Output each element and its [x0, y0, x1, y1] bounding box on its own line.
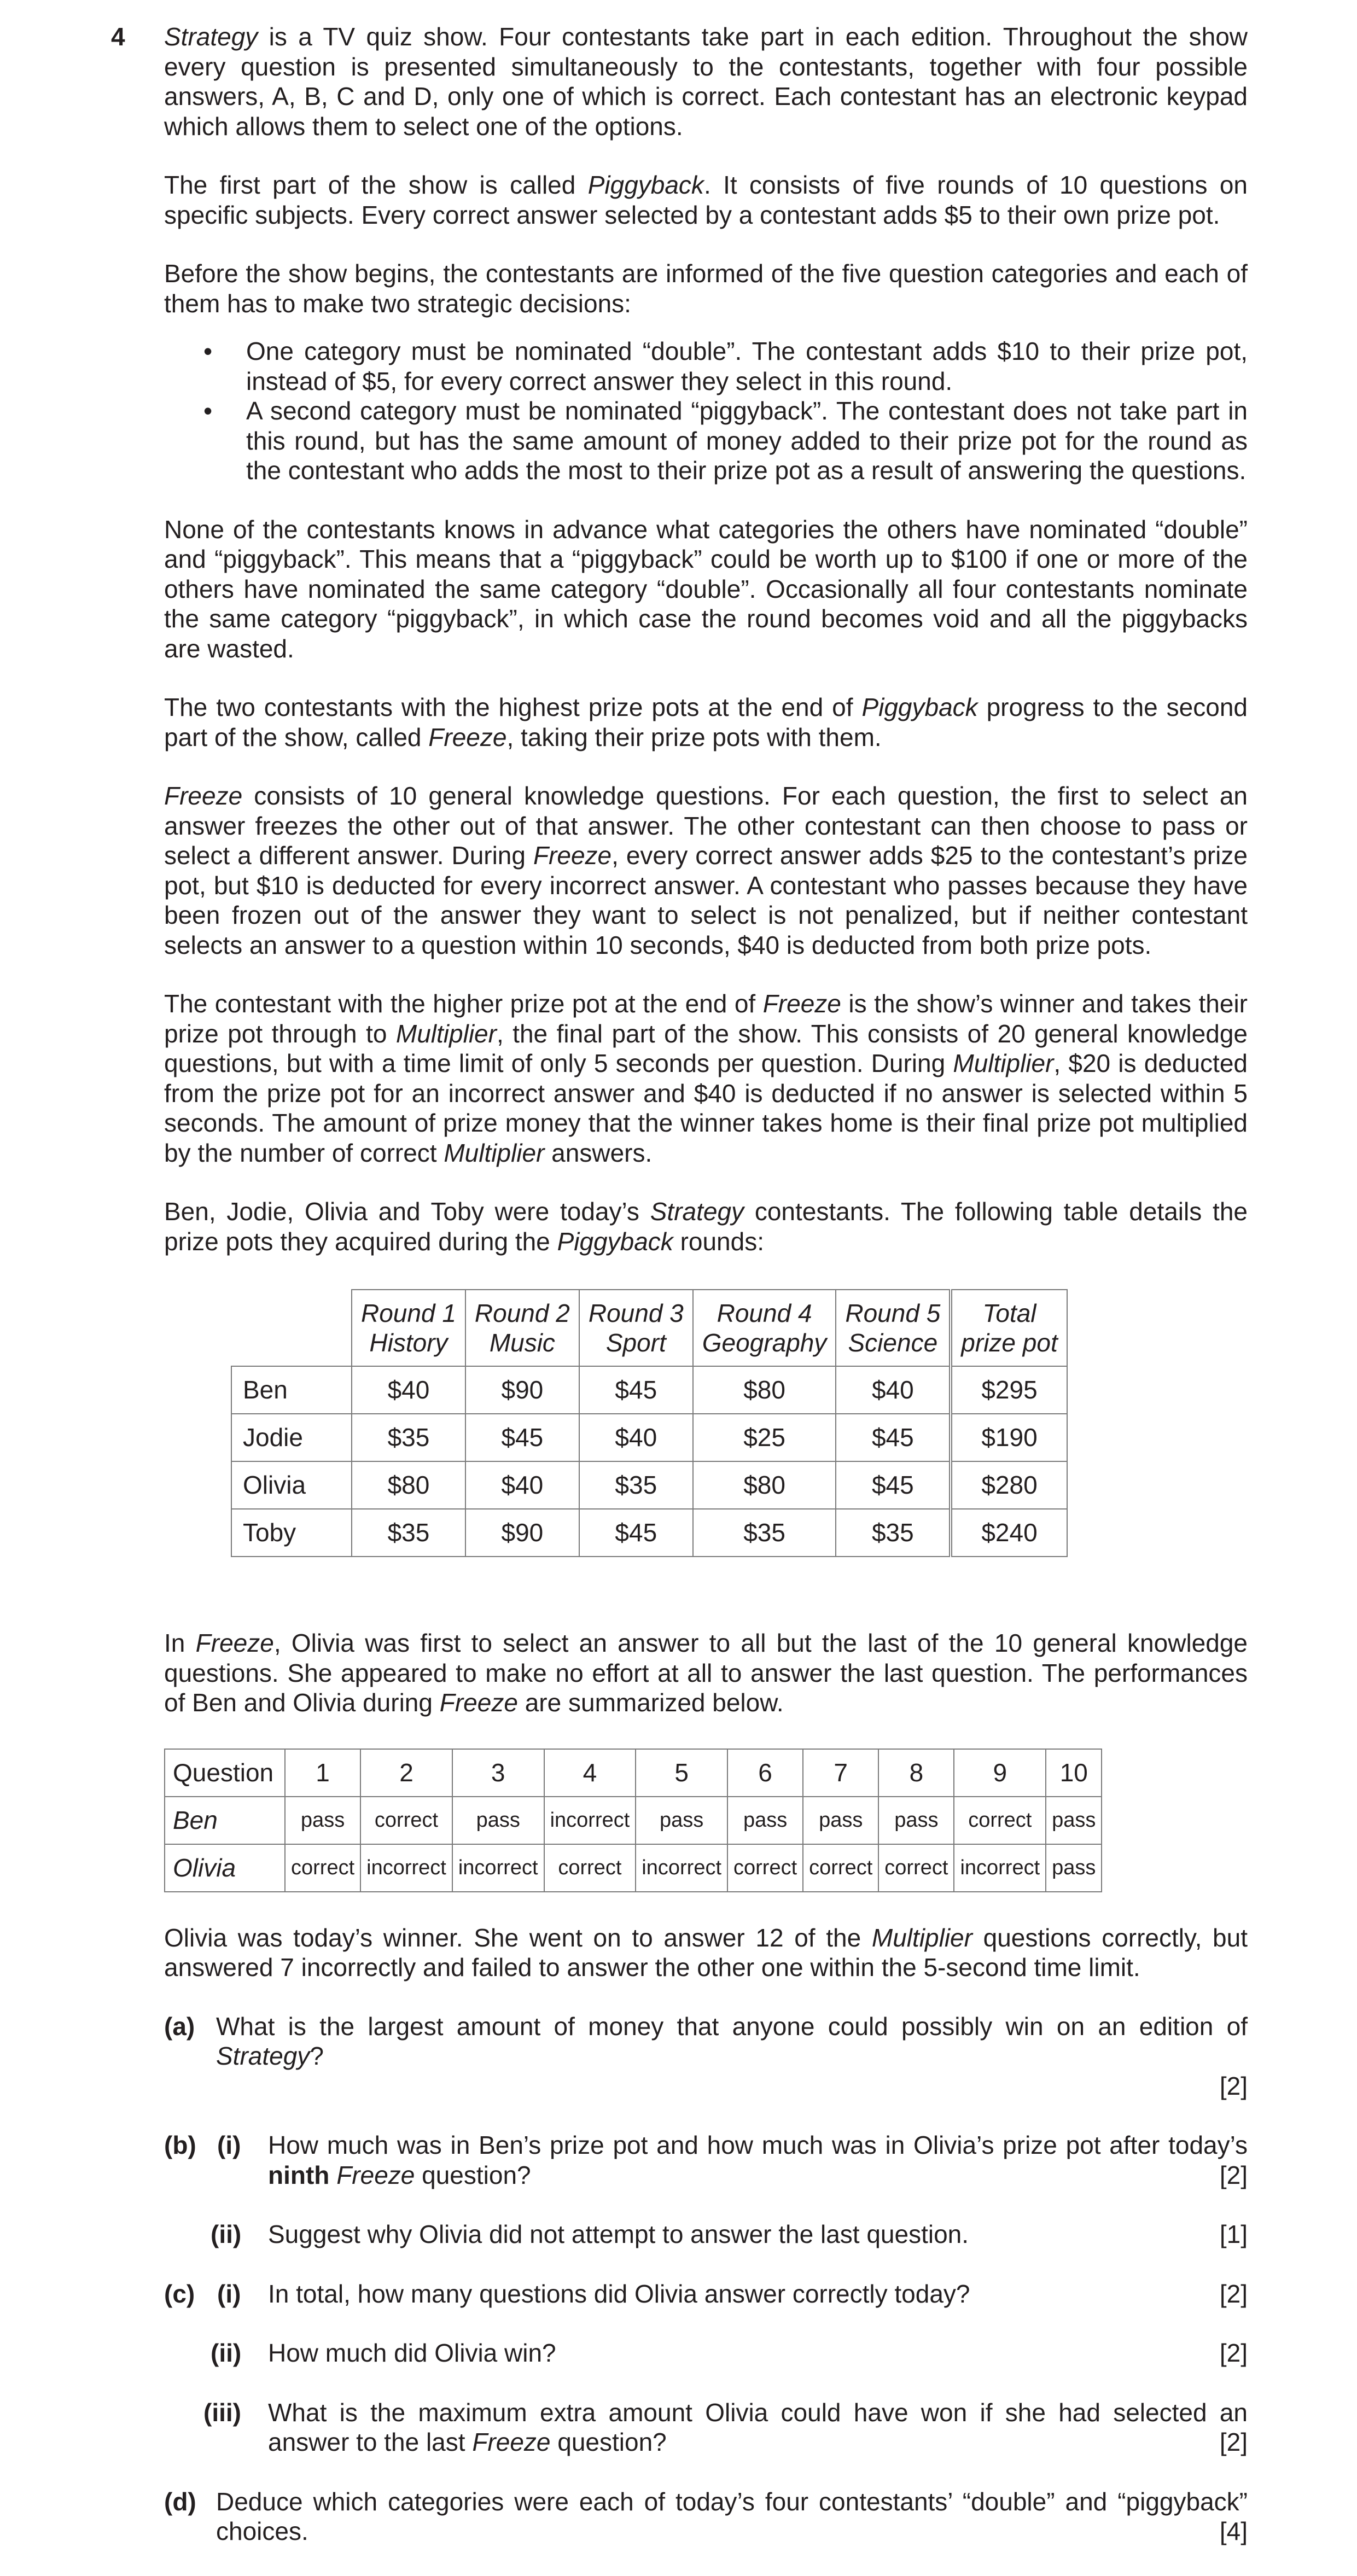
table-row: [231, 1509, 1067, 1557]
emphasis: Freeze: [164, 782, 243, 810]
table-cell: incorrect: [636, 1844, 727, 1892]
text-span: , $20 is deducted from the prize pot for an incorrect answer and $40 is deducted if no answer is selected within 5 seconds. The amount of prize money that the winner takes home is their final prize pot multiplied by the number of correct: [164, 1049, 1248, 1167]
total-cell: $240: [951, 1509, 1067, 1557]
part-label: (d): [164, 2487, 196, 2516]
multiplier-paragraph: [164, 1923, 1248, 1983]
part-text: [268, 2398, 1248, 2457]
table-cell: $45: [465, 1414, 579, 1461]
part-text: [268, 2130, 1248, 2190]
emphasis: Freeze: [195, 1629, 274, 1657]
text-span: . It consists of five rounds of 10 questions on specific subjects. Every correct answer selected by a contestant adds $5 to their own prize pot.: [164, 171, 1248, 229]
text-span: Olivia was today’s winner. She went on to answer 12 of the: [164, 1923, 872, 1952]
text-span: What is the largest amount of money that anyone could possibly win on an edition of: [216, 2012, 1248, 2041]
intro-paragraph-2: [164, 170, 1248, 230]
header-round-3: [579, 1290, 693, 1366]
text-span: is a TV quiz show. Four contestants take part in each edition. Throughout the show every question is presented simultaneously to the contestants, together with four possible answers, A, B, C and D, only one of which is correct. Each contestant has an electronic keypad which allows them to select one of the options.: [164, 22, 1248, 141]
intro-paragraph-8: [164, 1197, 1248, 1256]
question-number-cell: 5: [636, 1749, 727, 1797]
text-span: How much did Olivia win?: [268, 2339, 556, 2367]
emphasis: ninth: [268, 2160, 330, 2189]
subpart-label: (iii): [203, 2398, 241, 2427]
table-cell: pass: [878, 1797, 954, 1844]
table-cell: pass: [452, 1797, 544, 1844]
contestant-name: Olivia: [231, 1461, 352, 1509]
text-span: The contestant with the higher prize pot at the end of: [164, 989, 763, 1018]
marks: [2]: [1219, 2279, 1248, 2308]
text-span: contestants. The following table details the prize pots they acquired during the: [164, 1197, 1248, 1256]
text-span: In total, how many questions did Olivia answer correctly today?: [268, 2279, 970, 2308]
list-item: [164, 336, 1248, 396]
table-cell: $40: [465, 1461, 579, 1509]
header-line: Music: [489, 1328, 555, 1357]
table-cell: $80: [693, 1461, 836, 1509]
intro-paragraph-5: [164, 692, 1248, 752]
emphasis: Multiplier: [395, 1019, 497, 1048]
total-cell: $295: [951, 1366, 1067, 1414]
question-number-cell: 2: [360, 1749, 452, 1797]
table-cell: $45: [579, 1509, 693, 1557]
part-b-ii: [164, 2219, 1248, 2249]
table-cell: $35: [579, 1461, 693, 1509]
table-cell: pass: [285, 1797, 360, 1844]
text-span: questions correctly, but answered 7 incorrectly and failed to answer the other one within the 5-second time limit.: [164, 1923, 1248, 1981]
question-number-cell: 1: [285, 1749, 360, 1797]
subpart-label: (i): [217, 2131, 241, 2159]
emphasis: Freeze: [428, 722, 507, 751]
text-span: Suggest why Olivia did not attempt to answer the last question.: [268, 2220, 969, 2248]
header-line: Science: [848, 1328, 938, 1357]
contestant-name: Ben: [165, 1797, 285, 1844]
header-line: prize pot: [961, 1328, 1058, 1357]
total-cell: $280: [951, 1461, 1067, 1509]
header-round-1: [352, 1290, 465, 1366]
freeze-performance-table: [164, 1749, 1102, 1892]
header-line: History: [369, 1328, 448, 1357]
bullet-icon: •: [203, 397, 213, 425]
text-span: consists of 10 general knowledge questions. For each question, the first to select an answer freezes the other out of that answer. The other contestant can then choose to pass or select a different answer. During: [164, 782, 1248, 870]
table-row: [165, 1797, 1102, 1844]
table-cell: pass: [1046, 1797, 1102, 1844]
freeze-paragraph: [164, 1628, 1248, 1718]
text-span: [329, 2161, 336, 2189]
show-title: Strategy: [164, 22, 258, 51]
table-cell: correct: [727, 1844, 803, 1892]
text-span: A second category must be nominated “piggyback”. The contestant does not take part in this round, but has the same amount of money added to their prize pot for the round as the contestant who adds the most to their prize pot as a result of answering the questions.: [246, 397, 1248, 485]
table-cell: pass: [1046, 1844, 1102, 1892]
marks: [2]: [1219, 2160, 1248, 2189]
table-cell: $45: [836, 1461, 951, 1509]
header-line: Round 1: [361, 1299, 456, 1327]
intro-paragraph-4: None of the contestants knows in advance what categories the others have nominated “double” and “piggyback”. This means that a “piggyback” could be worth up to $100 if one or more of the others have nominated the same category “double”. Occasionally all four contestants nominate the same category “piggyback”, in which case the round becomes void and all the piggybacks are wasted.: [164, 515, 1248, 663]
table-cell: correct: [285, 1844, 360, 1892]
table-cell: pass: [803, 1797, 878, 1844]
part-c-i: [164, 2279, 1248, 2309]
marks: [2]: [1219, 2071, 1248, 2100]
header-line: Sport: [605, 1328, 666, 1357]
subpart-label: (i): [217, 2279, 241, 2308]
question-number-cell: 4: [544, 1749, 636, 1797]
text-span: The two contestants with the highest prize pots at the end of: [164, 693, 862, 721]
emphasis: Piggyback: [861, 693, 978, 721]
header-round-5: [836, 1290, 951, 1366]
table-cell: $80: [352, 1461, 465, 1509]
contestant-name: Ben: [231, 1366, 352, 1414]
header-line: Round 5: [845, 1299, 941, 1327]
table-row: [231, 1414, 1067, 1461]
text-span: Deduce which categories were each of today’s four contestants’ “double” and “piggyback” choices.: [216, 2487, 1248, 2545]
part-text: [216, 2012, 1248, 2071]
bullet-icon: •: [203, 337, 213, 365]
emphasis: Freeze: [762, 989, 841, 1018]
emphasis: Piggyback: [557, 1227, 673, 1256]
table-cell: incorrect: [544, 1797, 636, 1844]
question-number-cell: 3: [452, 1749, 544, 1797]
text-span: answers.: [544, 1138, 653, 1167]
text-span: One category must be nominated “double”. The contestant adds $10 to their prize pot, instead of $5, for every correct answer they select in this round.: [246, 337, 1248, 395]
table-cell: correct: [544, 1844, 636, 1892]
text-span: Ben, Jodie, Olivia and Toby were today’s: [164, 1197, 650, 1226]
table-cell: $45: [836, 1414, 951, 1461]
header-round-4: [693, 1290, 836, 1366]
text-span: The first part of the show is called: [164, 171, 588, 199]
question-number-cell: 6: [727, 1749, 803, 1797]
table-row: [165, 1844, 1102, 1892]
part-text: [216, 2487, 1248, 2546]
table-cell: $80: [693, 1366, 836, 1414]
part-label: (b): [164, 2131, 196, 2159]
emphasis: Multiplier: [953, 1049, 1054, 1077]
text-span: , the final part of the show. This consists of 20 general knowledge questions, but with a time limit of only 5 seconds per question. During: [164, 1019, 1248, 1077]
contestant-name: Olivia: [165, 1844, 285, 1892]
table-cell: $35: [693, 1509, 836, 1557]
emphasis: Multiplier: [444, 1138, 545, 1167]
contestant-name: Jodie: [231, 1414, 352, 1461]
marks: [2]: [1219, 2428, 1248, 2456]
question-number-cell: 10: [1046, 1749, 1102, 1797]
table-cell: $90: [465, 1509, 579, 1557]
text-span: How much was in Ben’s prize pot and how much was in Olivia’s prize pot after today’s: [268, 2131, 1248, 2159]
table-cell: pass: [636, 1797, 727, 1844]
text-span: question?: [415, 2160, 531, 2189]
marks: [1]: [1219, 2220, 1248, 2248]
intro-paragraph-1: [164, 22, 1248, 141]
text-span: rounds:: [673, 1227, 765, 1256]
part-c-ii: [164, 2338, 1248, 2368]
text-span: is the show’s winner and takes their prize pot through to: [164, 989, 1248, 1048]
table-cell: pass: [727, 1797, 803, 1844]
text-span: , taking their prize pots with them.: [506, 722, 882, 751]
emphasis: Freeze: [439, 1688, 518, 1717]
header-line: Total: [982, 1299, 1036, 1327]
table-cell: incorrect: [452, 1844, 544, 1892]
table-cell: incorrect: [360, 1844, 452, 1892]
header-round-2: [465, 1290, 579, 1366]
table-cell: $25: [693, 1414, 836, 1461]
header-line: Round 3: [588, 1299, 684, 1327]
part-d: [164, 2487, 1248, 2546]
table-cell: $35: [836, 1509, 951, 1557]
table-cell: $40: [836, 1366, 951, 1414]
total-cell: $190: [951, 1414, 1067, 1461]
table-cell: $35: [352, 1509, 465, 1557]
piggyback-prize-table: [231, 1289, 1068, 1557]
header-blank-cell: [231, 1290, 352, 1366]
part-a: [164, 2012, 1248, 2101]
part-b-i: [164, 2130, 1248, 2190]
question-number-cell: 9: [954, 1749, 1046, 1797]
strategy-decisions-list: [164, 336, 1248, 486]
table-header-row: [165, 1749, 1102, 1797]
question-number-cell: 8: [878, 1749, 954, 1797]
emphasis: Freeze: [533, 841, 612, 870]
table-cell: correct: [954, 1797, 1046, 1844]
text-span: ?: [310, 2042, 324, 2070]
table-cell: $40: [352, 1366, 465, 1414]
table-cell: incorrect: [954, 1844, 1046, 1892]
header-line: Round 2: [474, 1299, 570, 1327]
subpart-label: (ii): [211, 2220, 242, 2248]
table-cell: $35: [352, 1414, 465, 1461]
part-label: (a): [164, 2012, 195, 2041]
emphasis: Multiplier: [871, 1923, 972, 1952]
table-cell: correct: [878, 1844, 954, 1892]
question-header: Question: [165, 1749, 285, 1797]
emphasis: Piggyback: [587, 171, 704, 199]
text-span: progress to the second part of the show, called: [164, 693, 1248, 751]
table-cell: correct: [360, 1797, 452, 1844]
question-number: 4: [111, 22, 125, 51]
table-cell: $90: [465, 1366, 579, 1414]
emphasis: Freeze: [336, 2160, 415, 2189]
table-cell: $45: [579, 1366, 693, 1414]
header-line: Geography: [702, 1328, 827, 1357]
table-row: [231, 1366, 1067, 1414]
text-span: are summarized below.: [517, 1688, 784, 1717]
marks: [4]: [1219, 2517, 1248, 2545]
intro-paragraph-7: [164, 989, 1248, 1168]
intro-paragraph-6: [164, 781, 1248, 960]
contestant-name: Toby: [231, 1509, 352, 1557]
text-span: What is the maximum extra amount Olivia could have won if she had selected an answer to the last: [268, 2398, 1248, 2456]
part-text: [268, 2219, 1248, 2249]
marks: [2]: [1219, 2339, 1248, 2367]
part-c-iii: [164, 2398, 1248, 2457]
question-body: [164, 22, 1248, 2576]
text-span: In: [164, 1629, 196, 1657]
text-span: question?: [550, 2428, 667, 2456]
table-cell: $40: [579, 1414, 693, 1461]
emphasis: Freeze: [472, 2428, 551, 2456]
part-label: (c): [164, 2279, 195, 2308]
question-number-cell: 7: [803, 1749, 878, 1797]
emphasis: Strategy: [650, 1197, 744, 1226]
table-row: [231, 1461, 1067, 1509]
part-text: [268, 2338, 1248, 2368]
emphasis: Strategy: [216, 2042, 310, 2070]
header-line: Round 4: [717, 1299, 812, 1327]
intro-paragraph-3: Before the show begins, the contestants are informed of the five question categories and each of them has to make two strategic decisions:: [164, 259, 1248, 318]
table-header-row: [231, 1290, 1067, 1366]
list-item: [164, 396, 1248, 486]
header-total: [951, 1290, 1067, 1366]
text-span: , every correct answer adds $25 to the contestant’s prize pot, but $10 is deducted for every incorrect answer. A contestant who passes because they have been frozen out of the answer they want to select is not penalized, but if neither contestant selects an answer to a question within 10 seconds, $40 is deducted from both prize pots.: [164, 841, 1248, 959]
subpart-label: (ii): [211, 2339, 242, 2367]
part-text: [268, 2279, 1248, 2309]
table-cell: correct: [803, 1844, 878, 1892]
text-span: , Olivia was first to select an answer to all but the last of the 10 general knowledge questions. She appeared to make no effort at all to answer the last question. The performances of Ben and Olivia during: [164, 1629, 1248, 1717]
